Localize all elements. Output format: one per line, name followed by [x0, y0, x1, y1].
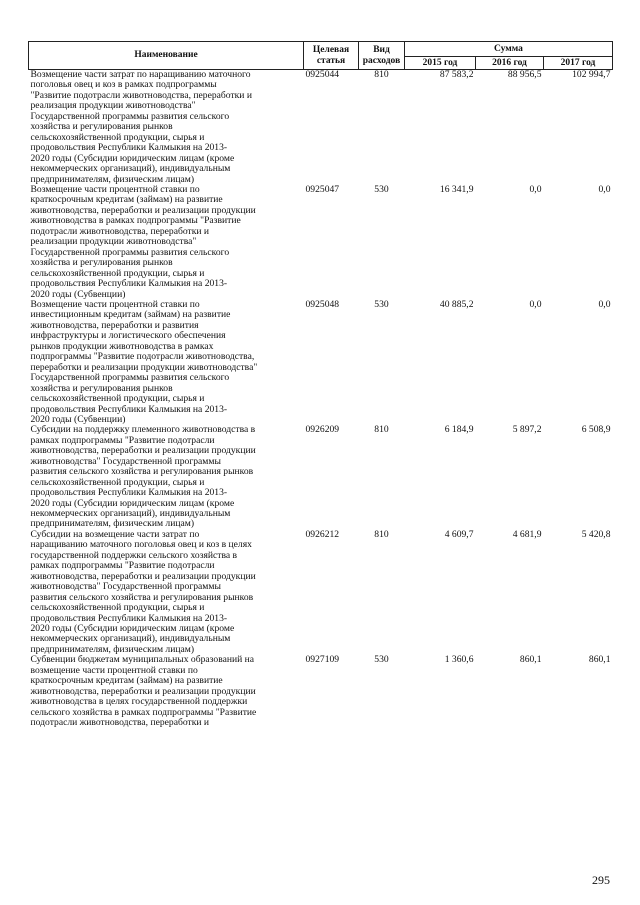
expense-type: 530 [374, 654, 389, 666]
budget-code: 0927109 [305, 654, 340, 666]
budget-code: 0925044 [305, 69, 340, 80]
amount-2017: 102 994,7 [572, 69, 611, 80]
description-line: сельского хозяйства в рамках подпрограммы "Развитие [30, 706, 257, 718]
description-line: 2020 годы (Субвенции) [30, 413, 126, 425]
description-line: переработки и реализации продукции животноводства" [30, 361, 258, 373]
amount-2016: 0,0 [529, 183, 542, 195]
description-line: 2020 годы (Субсидии юридическим лицам (кроме [30, 623, 235, 635]
table-row [29, 655, 613, 728]
description-line: сельскохозяйственной продукции, сырья и [30, 131, 205, 143]
amount-2015: 4 609,7 [444, 528, 474, 540]
row-description [29, 300, 304, 425]
description-line: Государственной программы развития сельского [30, 372, 230, 384]
description-line: продовольствия Республики Калмыкия на 2013- [30, 612, 228, 624]
table-row [29, 70, 613, 185]
amount-2017: 6 508,9 [581, 424, 611, 436]
header-code-line-1: Целевая [312, 45, 350, 55]
header-type-line-2: расходов [362, 55, 401, 66]
expense-type: 530 [374, 183, 389, 195]
description-line: предпринимателям, физическим лицам) [30, 173, 195, 185]
amount-2016: 0,0 [529, 298, 542, 310]
table-row [29, 300, 613, 425]
amount-2015: 40 885,2 [439, 298, 474, 310]
table-row [29, 425, 613, 530]
header-year-2015: 2015 год [405, 57, 476, 70]
description-line: предпринимателям, физическим лицам) [30, 518, 195, 530]
description-line: возмещение части процентной ставки по [30, 664, 198, 676]
description-line: инвестиционным кредитам (займам) на развитие [30, 309, 231, 321]
description-line: 2020 годы (Субвенции) [30, 288, 126, 300]
description-line: предпринимателям, физическим лицам) [30, 643, 195, 655]
description-line: "Развитие подотрасли животноводства, переработки и [30, 89, 252, 101]
description-line: Субвенции бюджетам муниципальных образований на [30, 654, 255, 666]
amount-2017: 0,0 [598, 183, 611, 195]
expense-type: 530 [374, 298, 389, 310]
description-line: инфраструктуры и логистического обеспечения [30, 330, 226, 342]
description-line: хозяйства и регулирования рынков [30, 121, 173, 133]
row-description [29, 530, 304, 655]
amount-2017: 5 420,8 [581, 528, 611, 540]
header-type [359, 42, 405, 70]
description-line: сельскохозяйственной продукции, сырья и [30, 393, 205, 405]
expense-type: 810 [374, 69, 389, 80]
header-year-2016: 2016 год [476, 57, 544, 70]
description-line: реализация продукции животноводства" [30, 100, 196, 112]
expense-type: 810 [374, 528, 389, 540]
description-line: животноводства, переработки и реализации продукции [30, 570, 256, 582]
amount-2016: 88 956,5 [507, 69, 542, 80]
description-line: рамках подпрограммы "Развитие подотрасли [30, 560, 215, 572]
description-line: некоммерческих организаций), индивидуальным [30, 508, 231, 520]
header-code-line-2: статья [316, 55, 346, 66]
description-line: подотрасли животноводства, переработки и [30, 717, 210, 729]
budget-table [28, 41, 613, 729]
description-line: 2020 годы (Субсидии юридическим лицам (кроме [30, 152, 235, 164]
description-line: подпрограммы "Развитие подотрасли животноводства, [30, 351, 255, 363]
budget-code: 0926209 [305, 424, 340, 436]
table-row [29, 530, 613, 655]
description-line: сельскохозяйственной продукции, сырья и [30, 267, 205, 279]
header-code [304, 42, 359, 70]
description-line: Государственной программы развития сельского [30, 246, 230, 258]
description-line: продовольствия Республики Калмыкия на 2013- [30, 142, 228, 154]
description-line: Возмещение части затрат по наращиванию маточного [30, 69, 251, 80]
description-line: некоммерческих организаций), индивидуальным [30, 633, 231, 645]
header-year-2017: 2017 год [544, 57, 613, 70]
amount-2015: 1 360,6 [444, 654, 474, 666]
row-description [29, 185, 304, 300]
page-number: 295 [592, 873, 610, 887]
amount-2015: 87 583,2 [439, 69, 474, 80]
description-line: продовольствия Республики Калмыкия на 2013- [30, 403, 228, 415]
amount-2016: 5 897,2 [512, 424, 542, 436]
description-line: животноводства, переработки и реализации продукции [30, 204, 256, 216]
description-line: развития сельского хозяйства и регулирования рынков [30, 591, 254, 603]
description-line: краткосрочным кредитам (займам) на развитие [30, 194, 223, 206]
description-line: рынков продукции животноводства в рамках [30, 340, 214, 352]
expense-type: 810 [374, 424, 389, 436]
description-line: животноводства, переработки и реализации продукции [30, 445, 256, 457]
description-line: животноводства" Государственной программы [30, 455, 221, 467]
description-line: животноводства" Государственной программы [30, 581, 221, 593]
description-line: некоммерческих организаций), индивидуальным [30, 163, 231, 175]
description-line: Возмещение части процентной ставки по [30, 183, 200, 195]
row-description [29, 425, 304, 530]
description-line: поголовья овец и коз в рамках подпрограммы [30, 79, 217, 91]
budget-code: 0925048 [305, 298, 340, 310]
amount-2017: 860,1 [588, 654, 611, 666]
budget-code: 0926212 [305, 528, 340, 540]
description-line: рамках подпрограммы "Развитие подотрасли [30, 434, 215, 446]
description-line: Субсидии на возмещение части затрат по [30, 528, 200, 540]
description-line: реализации продукции животноводства" [30, 236, 197, 248]
description-line: животноводства в целях государственной поддержки [30, 696, 248, 708]
description-line: животноводства в рамках подпрограммы "Развитие [30, 215, 241, 227]
description-line: животноводства, переработки и реализации продукции [30, 685, 256, 697]
amount-2015: 16 341,9 [439, 183, 474, 195]
description-line: подотрасли животноводства, переработки и [30, 225, 210, 237]
description-line: государственной поддержки сельского хозяйства в [30, 549, 238, 561]
amount-2016: 860,1 [519, 654, 542, 666]
amount-2016: 4 681,9 [512, 528, 542, 540]
amount-2015: 6 184,9 [444, 424, 474, 436]
description-line: продовольствия Республики Калмыкия на 2013- [30, 487, 228, 499]
description-line: развития сельского хозяйства и регулирования рынков [30, 466, 254, 478]
description-line: Субсидии на поддержку племенного животноводства в [30, 424, 256, 436]
budget-code: 0925047 [305, 183, 340, 195]
description-line: животноводства, переработки и развития [30, 319, 199, 331]
header-type-line-1: Вид [373, 45, 390, 55]
description-line: сельскохозяйственной продукции, сырья и [30, 602, 205, 614]
header-sum: Сумма [405, 42, 613, 57]
row-description [29, 70, 304, 185]
description-line: краткосрочным кредитам (займам) на развитие [30, 675, 223, 687]
description-line: 2020 годы (Субсидии юридическим лицам (кроме [30, 497, 235, 509]
description-line: продовольствия Республики Калмыкия на 2013- [30, 278, 228, 290]
description-line: Государственной программы развития сельского [30, 110, 230, 122]
header-name: Наименование [29, 42, 304, 70]
description-line: хозяйства и регулирования рынков [30, 257, 173, 269]
table-row [29, 185, 613, 300]
table-header [29, 42, 613, 70]
table-body [29, 70, 613, 729]
description-line: сельскохозяйственной продукции, сырья и [30, 476, 205, 488]
amount-2017: 0,0 [598, 298, 611, 310]
description-line: Возмещение части процентной ставки по [30, 298, 200, 310]
description-line: наращиванию маточного поголовья овец и коз в целях [30, 539, 252, 551]
row-description [29, 655, 304, 728]
description-line: хозяйства и регулирования рынков [30, 382, 173, 394]
